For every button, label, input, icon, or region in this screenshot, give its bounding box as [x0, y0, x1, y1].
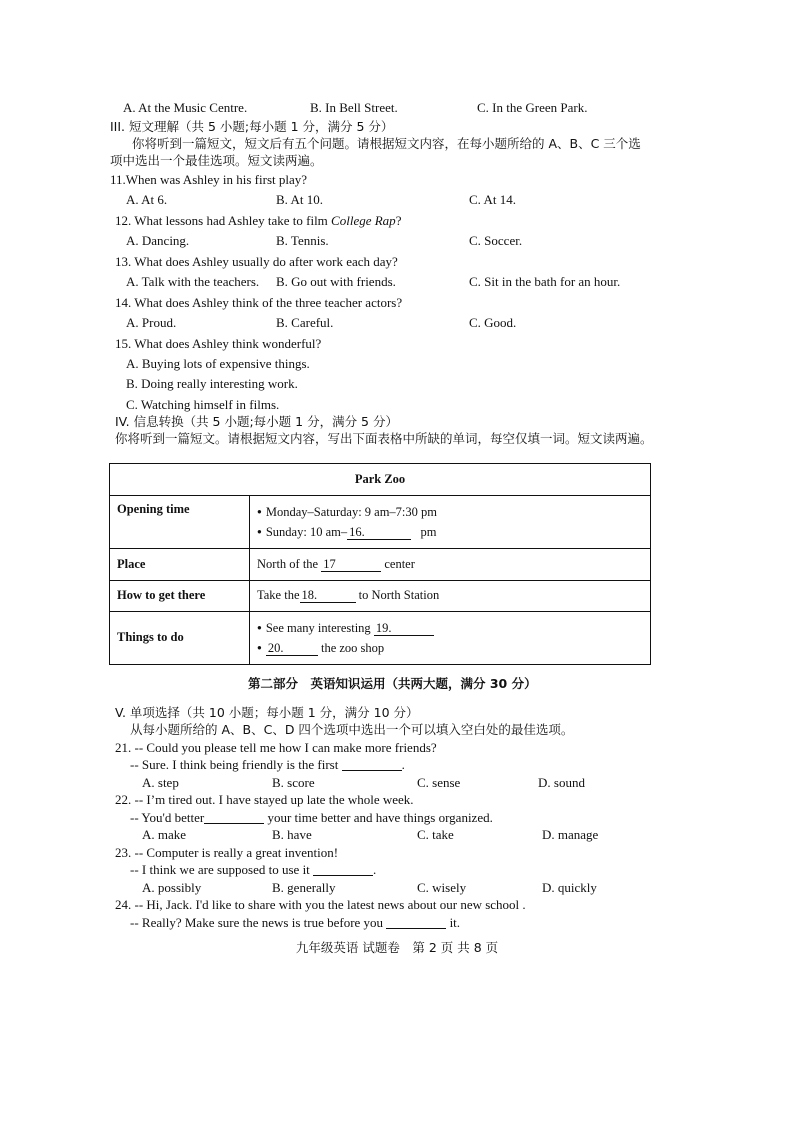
place-label: Place [110, 549, 250, 581]
q10-option-b: B. In Bell Street. [310, 100, 398, 115]
things-line2 [257, 638, 643, 658]
q21-options [142, 775, 612, 793]
q11-option-b: B. At 10. [276, 192, 323, 207]
q15-option-c: C. Watching himself in films. [126, 397, 280, 412]
park-zoo-table [109, 463, 651, 665]
q21-line2-end: . [401, 757, 405, 772]
things-cell [250, 612, 651, 665]
q13-options [126, 274, 686, 292]
q10-option-a: A. At the Music Centre. [123, 100, 248, 115]
q10-options [123, 100, 683, 118]
q22-option-a: A. make [142, 827, 187, 842]
q14-option-c: C. Good. [469, 315, 517, 330]
page-footer: 九年级英语 试题卷 第 2 页 共 8 页 [295, 940, 499, 955]
q22-line2-end: your time better and have things organized. [264, 810, 493, 825]
q14-option-b: B. Careful. [276, 315, 334, 330]
section3-heading: III. 短文理解（共 5 小题;每小题 1 分，满分 5 分） [110, 119, 394, 134]
q11-option-c: C. At 14. [469, 192, 516, 207]
table-title: Park Zoo [110, 464, 651, 496]
q22-option-d: D. manage [542, 827, 599, 842]
q22-option-c: C. take [417, 827, 454, 842]
q22-blank[interactable] [204, 811, 264, 824]
q21-option-c: C. sense [417, 775, 461, 790]
q13-option-c: C. Sit in the bath for an hour. [469, 274, 621, 289]
table-row-opening [110, 496, 651, 549]
opening-line2-suffix: pm [420, 525, 437, 539]
q12-stem-title: College Rap [331, 213, 396, 228]
section5-instruction: 从每小题所给的 A、B、C、D 四个选项中选出一个可以填入空白处的最佳选项。 [130, 722, 574, 737]
blank-18[interactable]: 18. [300, 588, 356, 603]
section4-heading: IV. 信息转换（共 5 小题;每小题 1 分，满分 5 分） [115, 414, 398, 429]
place-text: North of the [257, 556, 322, 571]
q10-option-c: C. In the Green Park. [477, 100, 588, 115]
q21-option-d: D. sound [538, 775, 585, 790]
section5-heading: V. 单项选择（共 10 小题；每小题 1 分，满分 10 分） [115, 705, 419, 720]
q14-options [126, 315, 686, 333]
place-cell [250, 549, 651, 581]
q23-option-a: A. possibly [142, 880, 202, 895]
q22-line2 [130, 810, 493, 826]
q23-blank[interactable] [313, 863, 373, 876]
q22-options [142, 827, 612, 845]
things-line1-text: See many interesting [265, 621, 374, 635]
q12-stem [115, 213, 401, 229]
q12-stem-pre: 12. What lessons had Ashley take to film [115, 213, 332, 228]
table-row-how [110, 581, 651, 612]
q12-option-b: B. Tennis. [276, 233, 329, 248]
q24-line2-text: -- Really? Make sure the news is true before you [130, 915, 387, 930]
q23-line2-end: . [373, 862, 377, 877]
blank-16[interactable]: 16. [347, 525, 411, 540]
q23-line2-text: -- I think we are supposed to use it [130, 862, 314, 877]
q21-blank[interactable] [342, 758, 402, 771]
q21-line2 [130, 757, 405, 773]
q22-option-b: B. have [272, 827, 312, 842]
place-suffix: center [381, 556, 415, 571]
section3-instruction-line1: 你将听到一篇短文，短文后有五个问题。请根据短文内容，在每小题所给的 A、B、C 三个选 [132, 136, 641, 151]
blank-17[interactable]: 17 [321, 557, 381, 572]
table-row-things [110, 612, 651, 665]
q15-option-b: B. Doing really interesting work. [126, 376, 298, 391]
blank-20[interactable]: 20. [266, 641, 318, 656]
q24-line2-end: it. [446, 915, 461, 930]
q24-blank[interactable] [386, 916, 446, 929]
q21-option-b: B. score [272, 775, 315, 790]
q21-line2-text: -- Sure. I think being friendly is the first [130, 757, 342, 772]
q23-options [142, 880, 612, 898]
blank-19[interactable]: 19. [374, 621, 434, 636]
q14-stem: 14. What does Ashley think of the three teacher actors? [115, 295, 403, 310]
table-row-place [110, 549, 651, 581]
q11-options [126, 192, 686, 210]
q23-option-c: C. wisely [417, 880, 467, 895]
q23-line2 [130, 862, 376, 878]
q13-option-a: A. Talk with the teachers. [126, 274, 260, 289]
things-label: Things to do [110, 612, 250, 665]
q22-line2-text: -- You'd better [130, 810, 205, 825]
q23-option-b: B. generally [272, 880, 336, 895]
how-suffix: to North Station [355, 588, 440, 603]
q24-line2 [130, 915, 460, 931]
opening-line2-text: Sunday: 10 am– [265, 525, 348, 539]
things-line1 [257, 618, 643, 638]
opening-line2 [257, 522, 643, 542]
q13-option-b: B. Go out with friends. [276, 274, 396, 289]
q13-stem: 13. What does Ashley usually do after work each day? [115, 254, 398, 269]
q15-option-a: A. Buying lots of expensive things. [126, 356, 310, 371]
q22-line1: 22. -- I’m tired out. I have stayed up late the whole week. [115, 792, 414, 807]
things-line2-text: the zoo shop [317, 641, 385, 655]
q12-option-a: A. Dancing. [126, 233, 190, 248]
opening-label: Opening time [110, 496, 250, 549]
how-label: How to get there [110, 581, 250, 612]
q12-option-c: C. Soccer. [469, 233, 523, 248]
q23-line1: 23. -- Computer is really a great invention! [115, 845, 339, 860]
section4-instruction: 你将听到一篇短文。请根据短文内容，写出下面表格中所缺的单词，每空仅填一词。短文读两遍。 [115, 431, 653, 446]
q21-option-a: A. step [142, 775, 179, 790]
section3-instruction-line2: 项中选出一个最佳选项。短文读两遍。 [110, 153, 323, 168]
q15-stem: 15. What does Ashley think wonderful? [115, 336, 322, 351]
q14-option-a: A. Proud. [126, 315, 177, 330]
q12-stem-post: ? [395, 213, 402, 228]
q23-option-d: D. quickly [542, 880, 597, 895]
part2-heading: 第二部分 英语知识运用（共两大题，满分 30 分） [248, 676, 537, 691]
opening-cell [250, 496, 651, 549]
q11-stem: 11.When was Ashley in his first play? [110, 172, 308, 187]
how-cell [250, 581, 651, 612]
q21-line1: 21. -- Could you please tell me how I can make more friends? [115, 740, 437, 755]
opening-line1: ● Monday–Saturday: 9 am–7:30 pm [257, 502, 643, 522]
how-text: Take the [257, 588, 300, 603]
q11-option-a: A. At 6. [126, 192, 168, 207]
q24-line1: 24. -- Hi, Jack. I'd like to share with you the latest news about our new school . [115, 897, 526, 912]
q12-options [126, 233, 686, 251]
